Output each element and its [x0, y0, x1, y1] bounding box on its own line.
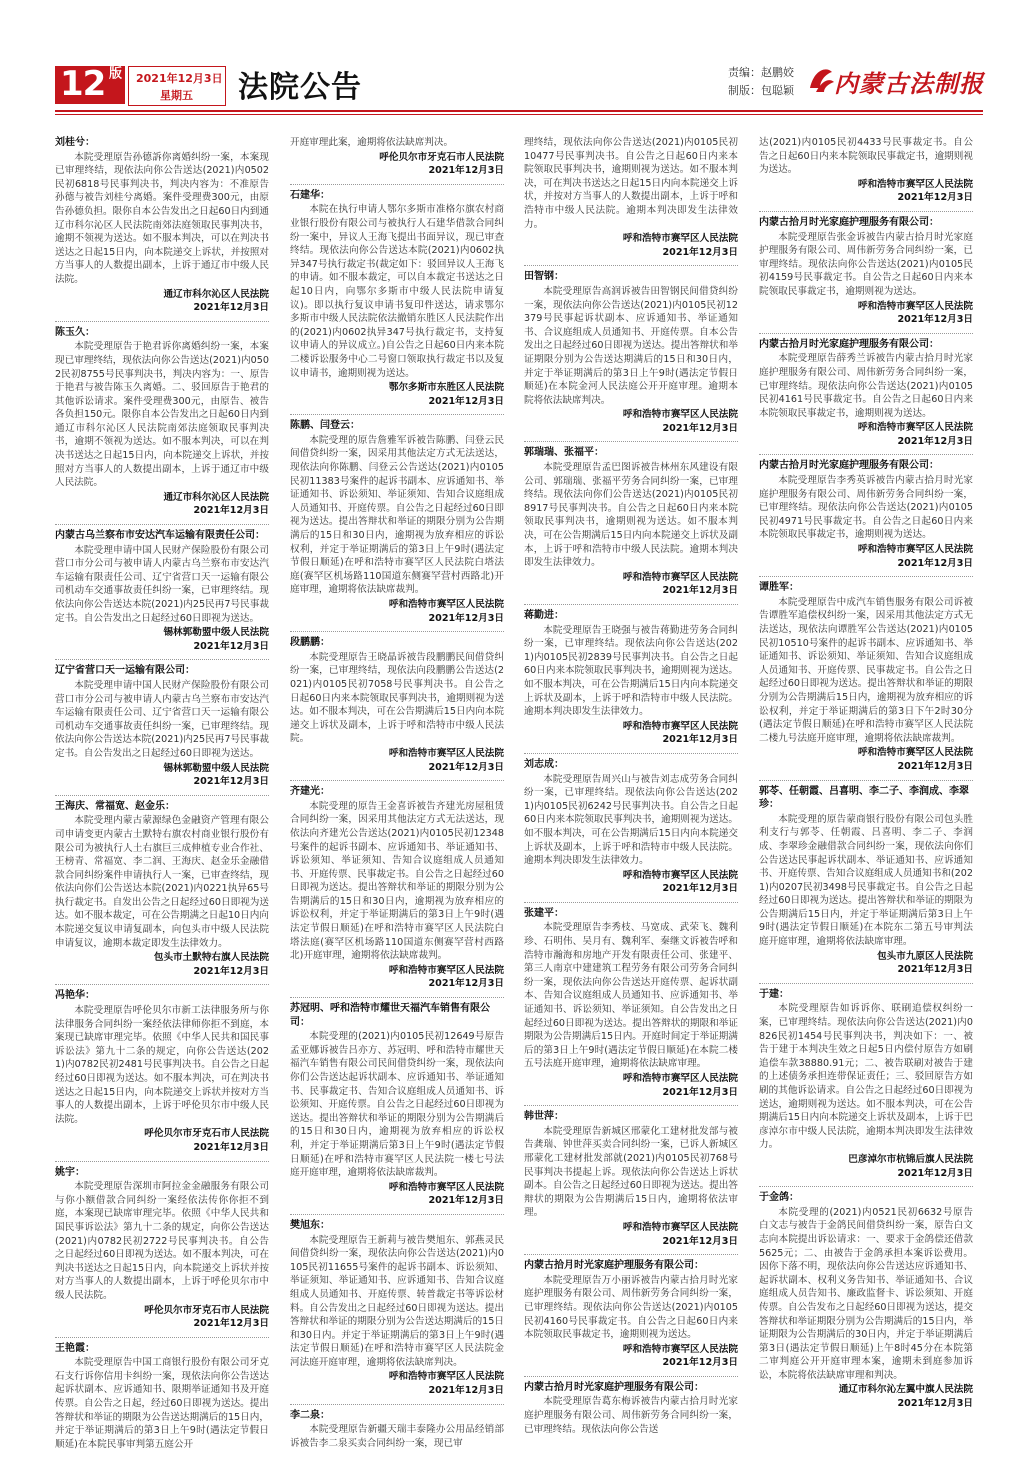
notice-court: 呼和浩特市赛罕区人民法院	[622, 1221, 738, 1233]
notice-body: 本院受理的原告詹雅军诉被告陈鹏、闫登云民间借贷纠纷一案，因采用其他法定方式无法送达，现依法向你陈鹏、闫登云公告送达(2021)内0105民初11383号案件的起诉书副本、应诉通知书、举证通知书、诉讼须知、举证须知、告知合议庭组成人员通知书、开庭传票。自公告之日起经过60日即视为送达。提出答辩状和举证的期限分别为公告期满后的15日和30日内，逾期视为放弃相应的诉讼权利，并定于举证期满后的第3日上午9时(遇法定节假日顺延)在呼和浩特市赛罕区人民法院白塔法庭(赛罕区机场路110国道东侧赛罕营村西路北)开庭审理，逾期将依法缺席裁判。	[290, 434, 504, 596]
notice-divider	[524, 1376, 738, 1377]
notice-date: 2021年12月3日	[897, 557, 973, 569]
notice-date: 2021年12月3日	[193, 776, 269, 788]
notice-court: 呼伦贝尔市牙克石市人民法院	[379, 151, 504, 163]
notice-divider	[759, 576, 973, 577]
notice-court: 呼和浩特市赛罕区人民法院	[622, 571, 738, 583]
newspaper-name: 内蒙古法制报	[834, 69, 984, 98]
court-notice	[759, 1191, 973, 1411]
notice-addressee: 内蒙古拾月时光家庭护理服务有限公司：	[759, 338, 939, 350]
court-notice	[759, 136, 973, 205]
column-2	[290, 136, 504, 1456]
notice-addressee: 韩世萍：	[524, 1111, 564, 1123]
notice-court: 呼和浩特市赛罕区人民法院	[388, 1371, 504, 1383]
notice-date: 2021年12月3日	[662, 1357, 738, 1369]
notice-body: 本院受理原告葛东梅诉被告内蒙古拾月时光家庭护理服务有限公司、周伟新劳务合同纠纷一案，已审理终结。现依法向你公告送	[524, 1396, 738, 1435]
notice-date: 2021年12月3日	[428, 1195, 504, 1207]
notice-court: 包头市九原区人民法院	[877, 950, 973, 962]
notice-body: 本院受理原告孟巴图诉被告林州东风建设有限公司、郭瑞瑞、张福平劳务合同纠纷一案，已审理终结。现依法向你们公告送达(2021)内0105民初8917号民事判决书。自公告之日起60日内来本院领取民事判决书，逾期则视为送达。如不服本判决，可在公告期满后15日内向本院递交上诉状及副本，上诉于呼和浩特市中级人民法院。逾期本判决即发生法律效力。	[524, 462, 738, 569]
notice-divider	[524, 265, 738, 266]
notice-addressee: 冯艳华：	[55, 990, 95, 1002]
notice-date: 2021年12月3日	[428, 165, 504, 177]
notice-addressee: 石建华：	[290, 189, 330, 201]
notice-date: 2021年12月3日	[897, 1398, 973, 1410]
notice-addressee: 于建：	[759, 988, 789, 1000]
notice-date: 2021年12月3日	[897, 760, 973, 772]
notice-court: 呼和浩特市赛罕区人民法院	[857, 300, 973, 312]
court-notice	[524, 446, 738, 598]
notice-court: 包头市土默特右旗人民法院	[153, 952, 269, 964]
notice-body: 本院受理原告孙德訴你离婚纠纷一案，本案现已审理终结，现依法向你公告送达(2021)内0502民初6818号民事判决书，判决内容为：不准原告孙德与被告刘桂兮离婚。案件受理费300元，由原告孙德负担。限你自本公告发出之日起60日内到通辽市科尔沁区人民法院南郊法庭领取民事判决书，逾期不领视为送达。如不服本判决，可以在判决书送达之日起15日内，向本院递交上诉状，并按照对方当事人的人数提出副本，上诉于通辽市中级人民法院。	[55, 151, 269, 285]
notice-body: 开庭审理此案，逾期将依法缺席判决。	[290, 137, 454, 148]
notice-body: 本院受理原告张金诉被告内蒙古拾月时光家庭护理服务有限公司、周伟新劳务合同纠纷一案，已审理终结。现依法向你公告送达(2021)内0105民初4159号民事裁定书。自公告之日起60日内来本院领取民事裁定书，逾期则视为送达。	[759, 231, 973, 297]
notice-addressee: 辽宁省营口天一运输有限公司：	[55, 665, 195, 677]
notice-date: 2021年12月3日	[193, 505, 269, 517]
notice-court: 通辽市科尔沁区人民法院	[163, 491, 269, 503]
notice-addressee: 于金鸽：	[759, 1192, 799, 1204]
court-notice	[524, 136, 738, 259]
notice-body: 本院受理原告中成汽车销售服务有限公司诉被告谭胜军追偿权纠纷一案，因采用其他法定方式无法送达，现依法向谭胜军公告送达(2021)内0105民初10510号案件的起诉书副本、应诉通知书、举证通知书、诉讼须知、举证须知、告知合议庭组成人员通知书、开庭传票、民事裁定书。自公告之日起经过60日即视为送达。提出答辩状和举证的期限分别为公告期满后15日内，逾期视为放弃相应的诉讼权利，并定于举证期满后的第3日下午2时30分(遇法定节假日顺延)在呼和浩特市赛罕区人民法院二楼九号法庭开庭审理，逾期将依法缺席裁判。	[759, 596, 973, 744]
notice-date: 2021年12月3日	[897, 964, 973, 976]
court-notice	[55, 989, 269, 1154]
notice-date: 2021年12月3日	[193, 1318, 269, 1330]
notice-court: 呼和浩特市赛罕区人民法院	[388, 599, 504, 610]
notice-body: 本院受理原告李秀枝、马宽成、武荣飞、魏利珍、石明伟、吴月有、魏利军、秦继文诉被告呼和浩特市瀚海和房地产开发有限责任公司、张建平、第三人南京中建建筑工程劳务有限公司劳务合同纠纷一案，现依法向你公告送达开庭传票、起诉状副本、告知合议庭组成人员通知书、应诉通知书、举证通知书、诉讼须知、举证须知。自公告发出之日起经过60日即视为送达。提出答辩状的期限和举证期限为公告期满后15日内。开庭时间定于举证期满后的第3日上午9时(遇法定节假日顺延)在本院二楼五号法庭开庭审理，逾期将依法缺席审理。	[524, 922, 738, 1070]
court-notice	[290, 636, 504, 774]
court-notice	[55, 664, 269, 788]
issue-weekday: 星期五	[160, 89, 193, 102]
notice-date: 2021年12月3日	[897, 1167, 973, 1179]
notice-divider	[290, 997, 504, 998]
court-notice	[759, 988, 973, 1180]
notice-divider	[55, 659, 269, 660]
court-notice	[55, 1166, 269, 1331]
masthead	[0, 0, 1024, 118]
notice-divider	[524, 1105, 738, 1106]
notice-body: 本院受理申请中国人民财产保险股份有限公司营口市分公司与被申请人内蒙古乌兰察布市安达汽车运输有限责任公司、辽宁省营口天一运输有限公司机动车交通事故责任纠纷一案，已审理终结。现依法向你公告送达本院(2021)内25民再7号民事裁定书。自公告发出之日起经过60日即视为送达。	[55, 679, 269, 759]
notice-addressee: 苏冠明、呼和浩特市耀世天福汽车销售有限公司：	[290, 1003, 490, 1028]
notice-divider	[759, 211, 973, 212]
notice-date: 2021年12月3日	[662, 1235, 738, 1247]
section-title: 法院公告	[238, 70, 362, 105]
notice-court: 呼和浩特市赛罕区人民法院	[857, 422, 973, 434]
notice-court: 通辽市科尔沁左翼中旗人民法院	[838, 1384, 973, 1396]
notice-date: 2021年12月3日	[193, 965, 269, 977]
notice-date: 2021年12月3日	[897, 314, 973, 326]
court-notice	[759, 581, 973, 773]
notice-body: 本院受理原告王晓晶诉被告段鹏鹏民间借贷纠纷一案，已审理终结，现依法向段鹏鹏公告送达(2021)内0105民初7058号民事判决书。自公告之日起60日内来本院领取民事判决书，逾期则视为送达。如不服本判决，可在公告期满后15日内向本院递交上诉状及副本，上诉于呼和浩特市中级人民法院。	[290, 651, 504, 745]
notice-addressee: 内蒙古乌兰察布市安达汽车运输有限责任公司：	[55, 530, 265, 542]
notice-court: 呼和浩特市赛罕区人民法院	[622, 869, 738, 881]
notice-divider	[55, 795, 269, 796]
notice-date: 2021年12月3日	[662, 883, 738, 895]
notice-body: 本院受理原告王晓强与被告蒋勤进劳务合同纠纷一案，已审理终结。现依法向你公告送达(2021)内0105民初2839号民事判决书。自公告之日起60日内来本院领取民事判决书，逾期则视为送达。如不服本判决，可在公告期满后15日内向本院递交上诉状及副本，上诉于呼和浩特市中级人民法院。逾期本判决即发生法律效力。	[524, 624, 738, 718]
notice-body: 本院受理内蒙古蒙源绿色金融资产管理有限公司申请变更内蒙古土默特右旗农村商业银行股份有限公司为被执行人土右旗巨三成伸植专业合作社、王榜青、常福宽、李二润、王海庆、赵金乐金融借款合同纠纷案件申请执行人一案，已审查终结，现依法向你们公告送达本院(2021)内0221执异65号执行裁定书。自发出公告之日起经过60日即视为送达。如不服本裁定，可在公告期满之日起10日内向本院递交复议申请复副本，向包头市中级人民法院申请复议，逾期本裁定即发生法律效力。	[55, 815, 269, 949]
notice-divider	[290, 631, 504, 632]
notice-divider	[759, 780, 973, 781]
column-1	[55, 136, 269, 1457]
court-notice	[55, 326, 269, 518]
notice-date: 2021年12月3日	[662, 1086, 738, 1098]
court-notice	[524, 609, 738, 747]
notice-addressee: 樊旭东：	[290, 1219, 330, 1231]
notice-body: 达(2021)内0105民初4433号民事裁定书。自公告之日起60日内来本院领取民事裁定书，逾期则视为送达。	[759, 137, 973, 176]
notice-divider	[290, 184, 504, 185]
header-rule-thin	[55, 114, 983, 115]
court-notice	[759, 216, 973, 327]
notice-body: 本院受理原告如诉诉你、联刷追偿权纠纷一案，已审理终结。现依法向你公告送达(2021)内0826民初1454号民事判决书，判决如下：一、被告于建于本判决生效之日起5日内偿付原告方如刷追偿车款38880.91元；二、被告联刷对被告于建的上述债务承担连带保证责任；三、驳回原告方如刷的其他诉讼请求。自公告之日起经过60日即视为送达，逾期则视为送达。如不服本判决，可在公告期满后15日内向本院递交上诉状及副本，上诉于巴彦淖尔市中级人民法院，逾期本判决即发生法律效力。	[759, 1003, 973, 1151]
notice-addressee: 王艳霞：	[55, 1342, 95, 1354]
notice-date: 2021年12月3日	[193, 1141, 269, 1153]
notice-court: 呼和浩特市赛罕区人民法院	[622, 720, 738, 732]
notice-date: 2021年12月3日	[428, 978, 504, 990]
notice-divider	[524, 604, 738, 605]
notice-date: 2021年12月3日	[662, 585, 738, 597]
court-notice	[290, 1409, 504, 1451]
notice-court: 巴彦淖尔市杭锦后旗人民法院	[848, 1153, 973, 1165]
court-notice	[55, 800, 269, 979]
producer-credit: 制版：包聪颖	[728, 84, 794, 97]
court-notice	[55, 136, 269, 315]
notice-court: 呼和浩特市赛罕区人民法院	[388, 1181, 504, 1193]
notice-body: 本院受理的原告蒙商银行股份有限公司包头胜利支行与郭苓、任朝霞、吕喜明、李二子、李润成、李翠珍金融借款合同纠纷一案，现依法向你们公告送达民事起诉状副本、举证通知书、应诉通知书、开庭传票、告知合议庭组成人员通知书和(2021)内0207民初3498号民事裁定书。自公告之日起经过60日即视为送达。提出答辩状和举证的期限为公告期满后15日内，并定于举证期满后第3日上午9时(遇法定节假日顺延)在本院东二第五号审判法庭开庭审理，逾期将依法缺席审理。	[759, 813, 973, 948]
notice-body: 本院受理原告深圳市阿拉金金融服务有限公司与你小额借款合同纠纷一案经依法传你你拒不到庭，本案现已缺席审理完毕。依照《中华人民共和国民事诉讼法》第九十二条的规定，向你公告送达(2021)内0782民初2722号民事判决书。自公告之日起经过60日即视为送达。如不服本判决，可在判决书送达之日起15日内，向本院递交上诉状并按对方当事人的人数提出副本，上诉于呼伦贝尔市中级人民法院。	[55, 1181, 269, 1301]
court-notice	[759, 785, 973, 977]
notice-divider	[524, 902, 738, 903]
notice-date: 2021年12月3日	[428, 761, 504, 773]
notice-body: 本院受理原告李秀英诉被告内蒙古拾月时光家庭护理服务有限公司、周伟新劳务合同纠纷一案，已审理终结。现依法向你公告送达(2021)内0105民初4971号民事裁定书。自公告之日起60日内来本院领取民事裁定书，逾期则视为送达。	[759, 475, 973, 541]
notice-divider	[524, 1254, 738, 1255]
page-number: 12	[60, 64, 106, 104]
court-notice	[290, 136, 504, 178]
notice-court: 锡林郭勒盟中级人民法院	[163, 762, 269, 774]
notice-court: 通辽市科尔沁区人民法院	[163, 288, 269, 300]
editor-credits	[728, 64, 794, 100]
notice-body: 本院受理原告薛秀兰诉被告内蒙古拾月时光家庭护理服务有限公司、周伟新劳务合同纠纷一案，已审理终结。现依法向你公告送达(2021)内0105民初4161号民事裁定书。自公告之日起60日内来本院领取民事裁定书，逾期则视为送达。	[759, 353, 973, 419]
notice-court: 鄂尔多斯市东胜区人民法院	[388, 382, 504, 394]
notice-addressee: 内蒙古拾月时光家庭护理服务有限公司：	[524, 1381, 704, 1393]
column-4	[759, 136, 973, 1417]
notice-divider	[290, 1404, 504, 1405]
notice-date: 2021年12月3日	[662, 246, 738, 258]
notice-divider	[759, 333, 973, 334]
notice-addressee: 段鹏鹏：	[290, 637, 330, 649]
notice-divider	[290, 414, 504, 415]
notice-date: 2021年12月3日	[193, 302, 269, 314]
notice-body: 本院受理原告中国工商银行股份有限公司牙克石支行诉你信用卡纠纷一案，现依法向你公告送达起诉状副本、应诉通知书、限期举证通知书及开庭传票。自公告之日起，经过60日即视为送达。提出答辩状和举证的期限为公告送达期满后的15日内，并定于举证期满后的第3日上午9时(遇法定节假日顺延)在本院民事审判第五庭公开	[55, 1357, 269, 1450]
notice-court: 呼和浩特市赛罕区人民法院	[622, 409, 738, 421]
notice-addressee: 郭苓、任朝霞、吕喜明、李二子、李润成、李翠珍：	[759, 785, 969, 811]
issue-date: 2021年12月3日	[136, 72, 223, 85]
column-3	[524, 136, 738, 1442]
court-notice	[524, 1259, 738, 1370]
court-notice	[290, 419, 504, 625]
notice-date: 2021年12月3日	[662, 734, 738, 746]
notice-body: 本院受理的(2021)内0105民初12649号原告孟亚娜诉被告吕亦方、苏冠明、呼和浩特市耀世天福汽车销售有限公司民间借贷纠纷一案，现依法向你们公告送达起诉状副本、应诉通知书、举证通知书、民事裁定书、告知合议庭组成人员通知书、诉讼须知、开庭传票。自公告之日起经过60日即视为送达。提出答辩状和举证的期限分别为公告期满后的15日和30日内，逾期视为放弃相应的诉讼权利，并定于举证期满后第3日上午9时(遇法定节假日顺延)在呼和浩特市赛罕区人民法院一楼七号法庭开庭审理，逾期将依法缺席裁判。	[290, 1031, 504, 1179]
notice-court: 呼伦贝尔市牙克石市人民法院	[144, 1128, 269, 1140]
notice-body: 本院受理原告呼伦贝尔市新工法律服务所与你法律服务合同纠纷一案经依法律师你拒不到庭，本案现已缺席审理完毕。依照《中华人民共和国民事诉讼法》第九十二条的规定，向你公告送达(2021)内0782民初2481号民事判决书。自公告之日起经过60日即视为送达。如不服本判决，可在判决书送达之日起15日内，向本院递交上诉状并按对方当事人的人数提出副本，上诉于呼伦贝尔市中级人民法院。	[55, 1005, 269, 1125]
notice-body: 本院受理原告万小丽诉被告内蒙古拾月时光家庭护理服务有限公司、周伟新劳务合同纠纷一案，已审理终结。现依法向你公告送达(2021)内0105民初4160号民事裁定书。自公告之日起60日内来本院领取民事裁定书，逾期则视为送达。	[524, 1274, 738, 1341]
notice-addressee: 刘志成：	[524, 758, 564, 770]
notice-divider	[55, 1161, 269, 1162]
notice-addressee: 内蒙古拾月时光家庭护理服务有限公司：	[524, 1260, 704, 1272]
notice-addressee: 张建平：	[524, 907, 564, 919]
notice-divider	[55, 524, 269, 525]
notice-body: 本院受理申请中国人民财产保险股份有限公司营口市分公司与被申请人内蒙古乌兰察布市安达汽车运输有限责任公司、辽宁省营口天一运输有限公司机动车交通事故责任纠纷一案，已审理终结。现依法向你公告送达本院(2021)内25民再7号民事裁定书。自公告发出之日起经过60日即视为送达。	[55, 544, 269, 624]
page-suffix: 版	[106, 66, 121, 79]
notice-addressee: 谭胜军：	[759, 582, 799, 594]
notice-divider	[524, 441, 738, 442]
notice-court: 呼和浩特市赛罕区人民法院	[622, 233, 738, 245]
notice-divider	[759, 1186, 973, 1187]
notice-body: 理终结，现依法向你公告送达(2021)内0105民初10477号民事判决书。自公告之日起60日内来本院领取民事判决书，逾期则视为送达。如不服本判决，可在判决书送达之日起15日内向本院递交上诉状，并按对方当事人的人数提出副本，上诉于呼和浩特市中级人民法院。逾期本判决即发生法律效力。	[524, 137, 738, 230]
notice-date: 2021年12月3日	[897, 192, 973, 204]
notice-divider	[290, 1214, 504, 1215]
notice-divider	[759, 983, 973, 984]
notice-date: 2021年12月3日	[428, 1385, 504, 1397]
notice-addressee: 王海庆、常福宽、赵金乐：	[55, 800, 175, 812]
notice-addressee: 齐建光：	[290, 786, 330, 798]
notice-addressee: 陈玉久：	[55, 326, 95, 338]
notice-body: 本院受理原告新城区邢蒙化工建材批发部与被告龚瑞、钟世萍买卖合同纠纷一案，已诉人新城区邢蒙化工建材批发部就(2021)内0105民初768号民事判决书提起上诉。现依法向你公告送达上诉状副本。自公告之日起经过60日即视为送达。提出答辩状的期限为公告期满后15日内，逾期将依法审理。	[524, 1125, 738, 1219]
notice-court: 呼和浩特市赛罕区人民法院	[622, 1073, 738, 1084]
notice-divider	[759, 454, 973, 455]
court-notice	[759, 338, 973, 449]
court-notice	[759, 459, 973, 570]
notice-addressee: 姚宇：	[55, 1166, 85, 1178]
notice-addressee: 内蒙古拾月时光家庭护理服务有限公司：	[759, 460, 939, 472]
notice-addressee: 蒋勤进：	[524, 610, 564, 621]
notice-divider	[55, 321, 269, 322]
notice-divider	[290, 780, 504, 781]
notice-court: 呼和浩特市赛罕区人民法院	[857, 544, 973, 556]
court-notice	[290, 1219, 504, 1398]
notice-addressee: 刘桂兮：	[55, 137, 95, 148]
court-notice	[524, 270, 738, 435]
notice-divider	[55, 984, 269, 985]
notice-divider	[55, 1337, 269, 1338]
notice-court: 呼伦贝尔市牙克石市人民法院	[144, 1304, 269, 1316]
notice-court: 呼和浩特市赛罕区人民法院	[622, 1343, 738, 1355]
notice-date: 2021年12月3日	[662, 422, 738, 434]
notice-date: 2021年12月3日	[428, 395, 504, 407]
notice-addressee: 田智钢：	[524, 271, 564, 283]
editor-credit: 责编：赵鹏姣	[728, 66, 794, 79]
notice-body: 本院受理原告周兴山与被告刘志成劳务合同纠纷一案，已审理终结。现依法向你公告送达(2021)内0105民初6242号民事判决书。自公告之日起60日内来本院领取民事判决书，逾期则视为送达。如不服本判决，可在公告期满后15日内向本院递交上诉状及副本，上诉于呼和浩特市中级人民法院。逾期本判决即发生法律效力。	[524, 773, 738, 867]
notice-body: 本院受理原告王新莉与被告樊旭东、郭燕灵民间借贷纠纷一案，现依法向你公告送达(2021)内0105民初11655号案件的起诉书副本、诉讼须知、举证须知、举证通知书、应诉通知书、告知合议庭组成人员通知书、开庭传票、转普裁定书等诉讼材料。自公告发出之日起经过60日即视为送达。提出答辩状和举证的期限分别为公告送达期满后的15日和30日内。并定于举证期满后的第3日上午9时(遇法定节假日顺延)在呼和浩特市赛罕区人民法院金河法庭开庭审理，逾期将依法缺席判决。	[290, 1234, 504, 1368]
notice-court: 呼和浩特市赛罕区人民法院	[857, 747, 973, 759]
notice-addressee: 内蒙古拾月时光家庭护理服务有限公司：	[759, 216, 939, 228]
notice-body: 本院受理的原告王金喜诉被告齐建光房屋租赁合同纠纷一案，因采用其他法定方式无法送达，现依法向齐建光公告送达(2021)内0105民初12348号案件的起诉书副本、应诉通知书、举证通知书、诉讼须知、举证须知、告知合议庭组成人员通知书、开庭传票、民事裁定书。自公告之日起经过60日即视为送达。提出答辩状和举证的期限分别为公告期满后的15日和30日内，逾期视为放弃相应的诉讼权利，并定于举证期满后的第3日上午9时(遇法定节假日顺延)在呼和浩特市赛罕区人民法院白塔法庭(赛罕区机场路110国道东侧赛罕营村西路北)开庭审理，逾期将依法缺席裁判。	[290, 800, 504, 962]
notice-addressee: 陈鹏、闫登云：	[290, 420, 360, 432]
notice-court: 呼和浩特市赛罕区人民法院	[857, 178, 973, 190]
court-notice	[524, 758, 738, 896]
notice-body: 本院在执行申请人鄂尔多斯市准格尔旗农村商业银行股份有限公司与被执行人石建华借款合同纠纷一案中，异议人王海飞提出书面异议，现已审查终结。现依法向你公告送达本院(2021)内0602执异347号执行裁定书(裁定如下：驳回异议人王海飞的申请。如不服本裁定，可以自本裁定书送达之日起10日内，向鄂尔多斯市中级人民法院申请复议)。即以执行复议申请书复印件送达，请求鄂尔多斯市中级人民法院依法撤销东胜区人民法院作出的(2021)内0602执异347号执行裁定书，支持复议申请人的异议成立。)自公告之日起60日内来本院二楼诉讼服务中心二号窗口领取执行裁定书以及复议申请书，逾期则视为送达。	[290, 204, 504, 379]
notice-court: 呼和浩特市赛罕区人民法院	[388, 747, 504, 759]
notice-body: 本院受理原告新疆天瑞丰泰隆办公用品经销部诉被告李二泉买卖合同纠纷一案，现已审	[290, 1424, 504, 1449]
header-rule	[55, 110, 983, 112]
notice-body: 本院受理的(2021)内0521民初6632号原告白文志与被告于金鸽民间借贷纠纷一案，原告白文志向本院提出诉讼请求：一、要求于金鸽偿还借款5625元；二、由被告于金鸽承担本案诉讼费用。因你下落不明，现依法向你公告送达应诉通知书、起诉状副本、权利义务告知书、举证通知书、合议庭组成人员告知书、廉政监督卡、诉讼须知、开庭传票。自公告发布之日起经60日即视为送达，提交答辩状和举证期限分别为公告期满后的15日内，举证期限为公告期满后的30日内，并定于举证期满后第3日(遇法定节假日顺延)上午8时45分在本院第二审判庭公开开庭审理本案，逾期未到庭参加诉讼，本院将依法缺席审理和判决。	[759, 1206, 973, 1381]
court-notice	[55, 529, 269, 653]
court-notice	[290, 189, 504, 409]
notice-court: 锡林郭勒盟中级人民法院	[163, 627, 269, 639]
court-notice	[524, 907, 738, 1099]
notice-date: 2021年12月3日	[897, 435, 973, 447]
notice-date: 2021年12月3日	[428, 612, 504, 624]
court-notice	[55, 1342, 269, 1452]
notice-body: 本院受理原告于艳君诉你离婚纠纷一案，本案现已审理终结，现依法向你公告送达(2021)内0502民初8755号民事判决书，判决内容为：一、原告于艳君与被告陈玉久离婚。二、驳回原告于艳君的其他诉讼请求。案件受理费300元，由原告、被告各负担150元。限你自本公告发出之日起60日内到通辽市科尔沁区人民法院南郊法庭领取民事判决书，逾期不领视为送达。如不服本判决，可以在判决书送达之日起15日内，向本院递交上诉状，并按照对方当事人的人数提出副本，上诉于通辽市中级人民法院。	[55, 341, 269, 489]
notice-body: 本院受理原告高润诉被告田智钢民间借贷纠纷一案，现依法向你公告送达(2021)内0105民初12379号民事起诉状副本、应诉通知书、举证通知书、合议庭组成人员通知书、开庭传票。自本公告发出之日起经过60日即视为送达。提出答辩状和举证期限分别为公告送达期满后的15日和30日内，并定于举证期满后的第3日上午9时(遇法定节假日顺延)在本院金河人民法庭公开开庭审理。逾期本院将依法缺席判决。	[524, 285, 738, 406]
notice-date: 2021年12月3日	[193, 640, 269, 652]
notice-divider	[524, 753, 738, 754]
notice-addressee: 郭瑞瑞、张福平：	[524, 447, 604, 459]
court-notice	[524, 1110, 738, 1248]
notice-addressee: 李二泉：	[290, 1409, 330, 1421]
court-notice	[290, 1002, 504, 1208]
court-notice	[524, 1381, 738, 1436]
notice-court: 呼和浩特市赛罕区人民法院	[388, 964, 504, 976]
court-notice	[290, 785, 504, 991]
